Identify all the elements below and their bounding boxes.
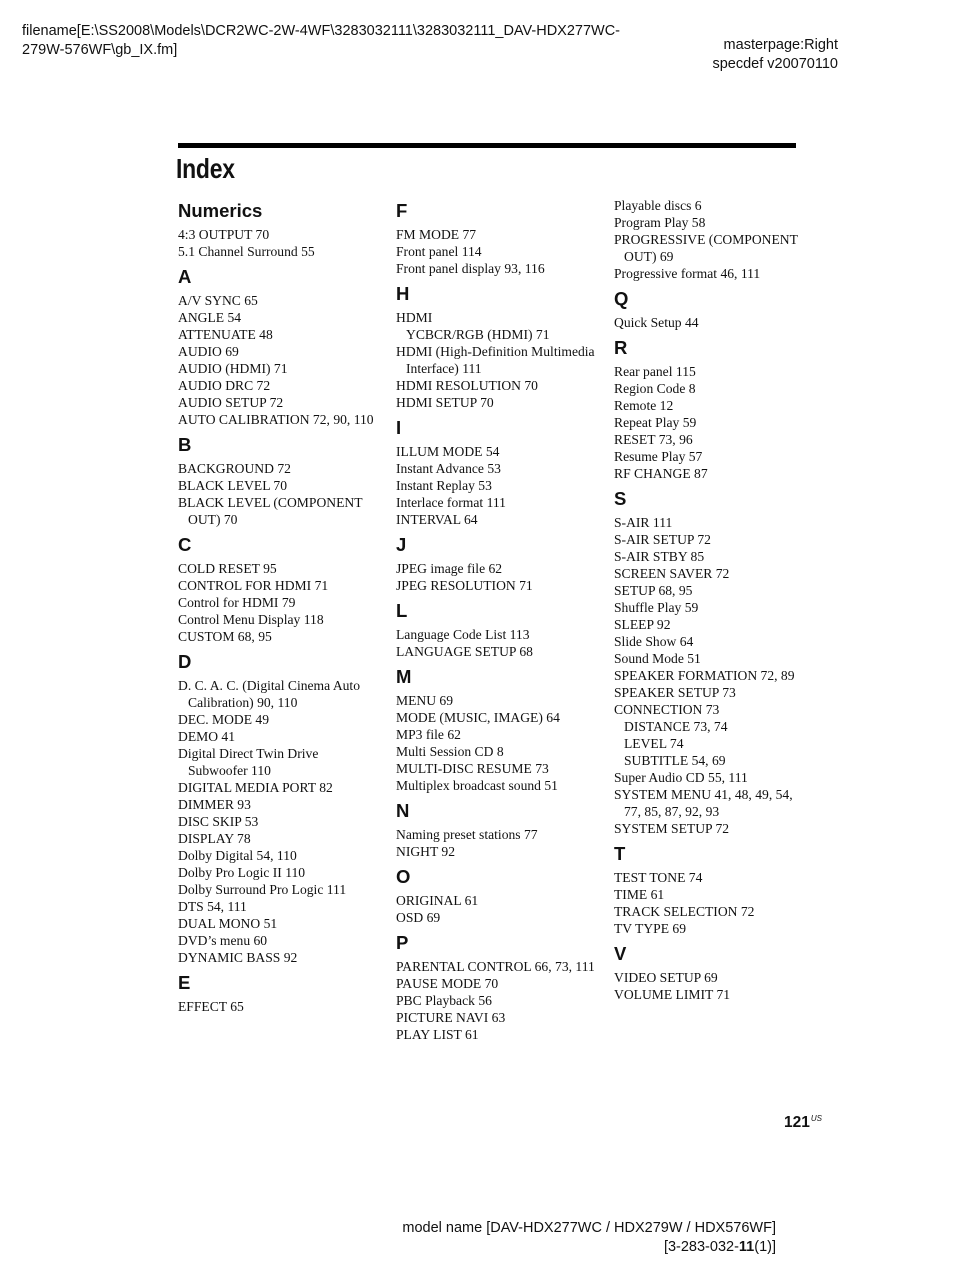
filename-line-1: filename[E:\SS2008\Models\DCR2WC-2W-4WF\3283032111\3283032111_DAV-HDX277WC- — [22, 23, 621, 39]
index-entry: TIME 61 — [614, 887, 665, 902]
code-bold: 11 — [738, 1239, 755, 1255]
index-entry: 4:3 OUTPUT 70 — [178, 227, 270, 242]
index-entry: VIDEO SETUP 69 — [614, 970, 718, 985]
index-entry: Remote 12 — [614, 398, 674, 413]
section-heading: S — [614, 488, 627, 509]
section-heading: F — [396, 200, 408, 221]
entry-list — [178, 292, 378, 428]
index-entry: Sound Mode 51 — [614, 651, 701, 666]
index-entry: Instant Replay 53 — [396, 478, 492, 493]
index-section — [178, 200, 378, 260]
section-heading: A — [178, 266, 192, 287]
index-entry: Control Menu Display 118 — [178, 612, 324, 627]
index-entry: Dolby Pro Logic II 110 — [178, 865, 306, 880]
index-entry: Playable discs 6 — [614, 198, 702, 213]
index-entry: SCREEN SAVER 72 — [614, 566, 730, 581]
index-entry: LANGUAGE SETUP 68 — [396, 644, 533, 659]
section-heading: L — [396, 600, 408, 621]
entry-list — [614, 197, 804, 282]
entry-list — [178, 560, 378, 645]
section-heading: D — [178, 651, 192, 672]
entry-list — [614, 514, 804, 837]
index-section — [178, 651, 378, 966]
index-entry: Front panel 114 — [396, 244, 482, 259]
section-heading: P — [396, 932, 409, 953]
index-entry: NIGHT 92 — [396, 844, 456, 859]
page-number — [784, 1114, 822, 1132]
index-entry: OSD 69 — [396, 910, 441, 925]
index-entry: SPEAKER SETUP 73 — [614, 685, 736, 700]
index-section — [178, 972, 378, 1015]
index-section — [396, 866, 596, 926]
index-entry: SUBTITLE 54, 69 — [624, 753, 726, 768]
index-section — [614, 943, 804, 1003]
section-heading: M — [396, 666, 412, 687]
entry-list — [178, 460, 378, 528]
index-section — [614, 197, 804, 282]
index-section — [396, 200, 596, 277]
index-section — [178, 534, 378, 645]
index-entry: TV TYPE 69 — [614, 921, 687, 936]
section-heading: N — [396, 800, 410, 821]
index-section — [396, 932, 596, 1043]
index-entry: BACKGROUND 72 — [178, 461, 291, 476]
index-entry: AUDIO DRC 72 — [178, 378, 271, 393]
index-column-2 — [396, 197, 596, 1049]
index-entry: S-AIR SETUP 72 — [614, 532, 711, 547]
index-entry: BLACK LEVEL (COMPONENT OUT) 70 — [178, 495, 363, 527]
index-entry: TRACK SELECTION 72 — [614, 904, 755, 919]
index-entry: Control for HDMI 79 — [178, 595, 296, 610]
code-suffix: (1)] — [754, 1239, 776, 1255]
entry-list — [396, 443, 596, 528]
index-entry: SYSTEM SETUP 72 — [614, 821, 730, 836]
index-section — [614, 488, 804, 837]
index-entry: HDMI (High-Definition Multimedia Interface) 111 — [396, 344, 595, 376]
index-entry: PLAY LIST 61 — [396, 1027, 479, 1042]
index-section — [396, 666, 596, 794]
entry-list — [614, 869, 804, 937]
index-entry: SPEAKER FORMATION 72, 89 — [614, 668, 795, 683]
index-entry: JPEG RESOLUTION 71 — [396, 578, 533, 593]
index-entry: MODE (MUSIC, IMAGE) 64 — [396, 710, 560, 725]
index-entry: HDMI RESOLUTION 70 — [396, 378, 538, 393]
code-prefix: [3-283-032- — [663, 1239, 739, 1255]
entry-list — [396, 892, 596, 926]
index-entry: Dolby Surround Pro Logic 111 — [178, 882, 347, 897]
index-entry: Repeat Play 59 — [614, 415, 697, 430]
entry-list — [614, 314, 804, 331]
entry-list — [396, 226, 596, 277]
index-entry: DEC. MODE 49 — [178, 712, 270, 727]
specdef-label: specdef v20070110 — [712, 56, 838, 72]
index-entry: Region Code 8 — [614, 381, 696, 396]
entry-list — [396, 309, 596, 411]
index-entry: Super Audio CD 55, 111 — [614, 770, 748, 785]
index-entry: SLEEP 92 — [614, 617, 671, 632]
document-code — [402, 1238, 776, 1257]
index-entry: MP3 file 62 — [396, 727, 461, 742]
index-entry: MENU 69 — [396, 693, 454, 708]
index-column-3 — [614, 197, 804, 1009]
index-entry: YCBCR/RGB (HDMI) 71 — [406, 327, 550, 342]
index-entry: JPEG image file 62 — [396, 561, 503, 576]
index-entry: SYSTEM MENU 41, 48, 49, 54, 77, 85, 87, 92, 93 — [614, 787, 793, 819]
section-heading: Q — [614, 288, 629, 309]
index-entry: RF CHANGE 87 — [614, 466, 708, 481]
footer — [402, 1219, 776, 1257]
index-section — [396, 417, 596, 528]
index-section — [396, 534, 596, 594]
entry-list — [614, 969, 804, 1003]
page-title: Index — [176, 153, 235, 184]
index-entry: DVD’s menu 60 — [178, 933, 268, 948]
entry-list — [178, 677, 378, 966]
index-entry: BLACK LEVEL 70 — [178, 478, 287, 493]
section-heading: O — [396, 866, 411, 887]
entry-list — [178, 998, 378, 1015]
index-entry: FM MODE 77 — [396, 227, 477, 242]
index-section — [614, 337, 804, 482]
index-column-1 — [178, 197, 378, 1021]
index-entry: DISTANCE 73, 74 — [624, 719, 728, 734]
index-entry: TEST TONE 74 — [614, 870, 703, 885]
section-heading: I — [396, 417, 402, 438]
index-entry: Language Code List 113 — [396, 627, 530, 642]
filename-header — [22, 22, 662, 60]
index-entry: DISPLAY 78 — [178, 831, 251, 846]
index-entry: DIMMER 93 — [178, 797, 251, 812]
index-entry: DISC SKIP 53 — [178, 814, 259, 829]
index-entry: COLD RESET 95 — [178, 561, 277, 576]
index-entry: DTS 54, 111 — [178, 899, 247, 914]
index-entry: DUAL MONO 51 — [178, 916, 278, 931]
index-entry: SETUP 68, 95 — [614, 583, 693, 598]
index-entry: DIGITAL MEDIA PORT 82 — [178, 780, 333, 795]
index-entry: Progressive format 46, 111 — [614, 266, 761, 281]
index-entry: Resume Play 57 — [614, 449, 703, 464]
index-entry: D. C. A. C. (Digital Cinema Auto Calibration) 90, 110 — [178, 678, 361, 710]
index-entry: ATTENUATE 48 — [178, 327, 273, 342]
index-section — [178, 266, 378, 428]
index-entry: Program Play 58 — [614, 215, 706, 230]
entry-list — [396, 692, 596, 794]
index-section — [178, 434, 378, 528]
index-entry: ORIGINAL 61 — [396, 893, 479, 908]
index-entry: PAUSE MODE 70 — [396, 976, 499, 991]
index-entry: Rear panel 115 — [614, 364, 696, 379]
section-heading: J — [396, 534, 407, 555]
index-entry: Slide Show 64 — [614, 634, 694, 649]
index-entry: EFFECT 65 — [178, 999, 244, 1014]
index-entry: Digital Direct Twin Drive Subwoofer 110 — [178, 746, 319, 778]
index-entry: HDMI — [396, 310, 433, 325]
index-entry: AUDIO (HDMI) 71 — [178, 361, 288, 376]
index-entry: PBC Playback 56 — [396, 993, 492, 1008]
section-heading: V — [614, 943, 627, 964]
index-section — [396, 600, 596, 660]
index-section — [614, 843, 804, 937]
index-entry: CONTROL FOR HDMI 71 — [178, 578, 329, 593]
index-entry: CUSTOM 68, 95 — [178, 629, 272, 644]
page-number-value: 121 — [784, 1114, 810, 1131]
entry-list — [178, 226, 378, 260]
index-entry: Interlace format 111 — [396, 495, 506, 510]
index-entry: DEMO 41 — [178, 729, 236, 744]
index-section — [396, 283, 596, 411]
section-heading: C — [178, 534, 192, 555]
index-section — [396, 800, 596, 860]
page-region: US — [810, 1114, 822, 1123]
index-entry: PROGRESSIVE (COMPONENT OUT) 69 — [614, 232, 798, 264]
index-entry: CONNECTION 73 — [614, 702, 720, 717]
section-heading: H — [396, 283, 410, 304]
index-entry: MULTI-DISC RESUME 73 — [396, 761, 549, 776]
section-heading: R — [614, 337, 628, 358]
index-entry: Front panel display 93, 116 — [396, 261, 545, 276]
index-entry: AUDIO 69 — [178, 344, 239, 359]
section-heading: B — [178, 434, 192, 455]
index-entry: RESET 73, 96 — [614, 432, 693, 447]
index-entry: VOLUME LIMIT 71 — [614, 987, 731, 1002]
index-entry: Multiplex broadcast sound 51 — [396, 778, 558, 793]
index-entry: S-AIR 111 — [614, 515, 673, 530]
index-entry: Quick Setup 44 — [614, 315, 699, 330]
index-entry: PARENTAL CONTROL 66, 73, 111 — [396, 959, 595, 974]
index-entry: DYNAMIC BASS 92 — [178, 950, 298, 965]
index-entry: 5.1 Channel Surround 55 — [178, 244, 315, 259]
section-heading: T — [614, 843, 626, 864]
entry-list — [396, 626, 596, 660]
title-rule — [178, 143, 796, 148]
entry-list — [614, 363, 804, 482]
index-entry: ILLUM MODE 54 — [396, 444, 500, 459]
filename-line-2: 279W-576WF\gb_IX.fm] — [22, 42, 178, 58]
entry-list — [396, 958, 596, 1043]
index-entry: HDMI SETUP 70 — [396, 395, 494, 410]
index-entry: Instant Advance 53 — [396, 461, 501, 476]
index-entry: AUTO CALIBRATION 72, 90, 110 — [178, 412, 374, 427]
index-entry: Dolby Digital 54, 110 — [178, 848, 297, 863]
index-entry: S-AIR STBY 85 — [614, 549, 705, 564]
section-heading: Numerics — [178, 200, 263, 221]
section-heading: E — [178, 972, 191, 993]
index-entry: AUDIO SETUP 72 — [178, 395, 284, 410]
index-entry: A/V SYNC 65 — [178, 293, 258, 308]
entry-list — [396, 560, 596, 594]
index-entry: Naming preset stations 77 — [396, 827, 538, 842]
model-name: model name [DAV-HDX277WC / HDX279W / HDX576WF] — [402, 1220, 776, 1236]
index-entry: PICTURE NAVI 63 — [396, 1010, 506, 1025]
index-entry: ANGLE 54 — [178, 310, 242, 325]
index-entry: INTERVAL 64 — [396, 512, 478, 527]
index-entry: LEVEL 74 — [624, 736, 684, 751]
index-entry: Multi Session CD 8 — [396, 744, 504, 759]
entry-list — [396, 826, 596, 860]
index-entry: Shuffle Play 59 — [614, 600, 699, 615]
index-section — [614, 288, 804, 331]
masterpage-header — [712, 36, 838, 74]
masterpage-label: masterpage:Right — [723, 37, 838, 53]
